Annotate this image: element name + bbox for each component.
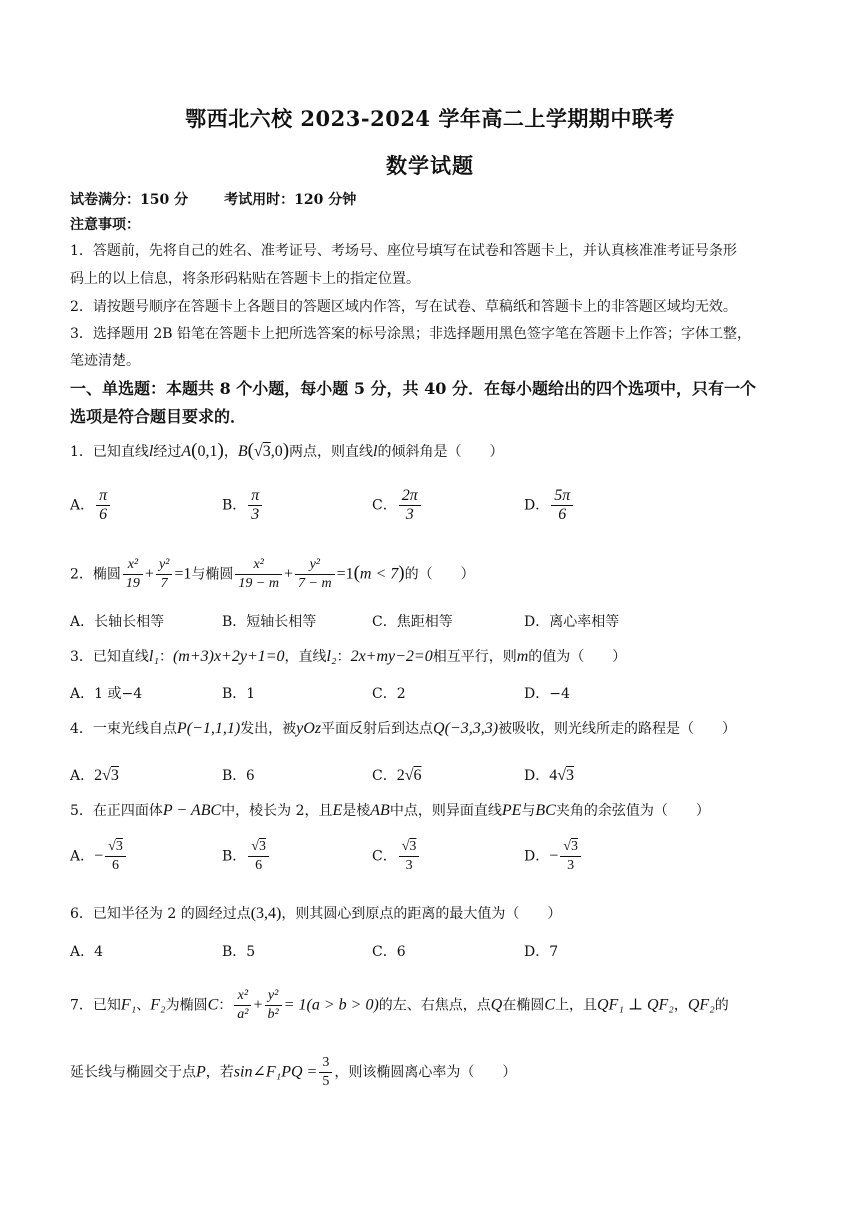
q6-option-a: A．4 [70, 944, 104, 960]
q2-option-d: D．离心率相等 [524, 614, 620, 630]
q4-option-a: A．2√3 [70, 767, 119, 784]
q5-option-b: B． $\frac{√3}{6}$ [222, 838, 271, 875]
q2-option-c: C．焦距相等 [372, 614, 453, 630]
section1-header-line1: 一、单选题：本题共 8 个小题，每小题 5 分，共 40 分．在每小题给出的四个选项中，只有一个 [70, 379, 756, 398]
exam-subtitle: 数学试题 [386, 153, 474, 178]
notice-1b: 码上的以上信息，将条形码粘贴在答题卡上的指定位置。 [70, 271, 420, 287]
q3-option-b: B．1 [222, 686, 256, 702]
q1-option-c: C． $\frac{2\pi}{3}$ [372, 487, 423, 524]
q1-option-b: B． $\frac{\pi}{3}$ [222, 487, 264, 524]
q3-option-a: A．1 或−4 [70, 686, 143, 702]
q2-option-a: A．长轴长相等 [70, 614, 165, 630]
exam-time: 考试用时：120 分钟 [224, 192, 357, 208]
exam-info [70, 189, 790, 211]
notice-title: 注意事项： [70, 217, 140, 233]
q4-option-b: B．6 [222, 767, 255, 784]
question-5-stem: 5．在正四面体P − ABC中，棱长为 2，且E是棱AB中点，则异面直线PE与BC夹角的余弦值为（ ） [70, 802, 710, 819]
question-7-stem-line2: 延长线与椭圆交于点P，若sin∠F₁PQ = $\frac{3}{5}$ ，则该椭圆离心率为（ ） [70, 1055, 517, 1089]
q4-option-d: D．4√3 [524, 767, 575, 784]
question-7-stem-line1: 7．已知F₁、F₂为椭圆C： $\frac{\text{x²}}{\text{a²}}$ + $\frac{\text{y²}}{\text{b²}}$ = 1(a > b > 0)的左、右焦点，点Q在椭圆C上，且QF₁ ⊥ QF₂，QF₂的 [70, 988, 729, 1022]
q5-option-c: C． $\frac{√3}{3}$ [372, 838, 421, 875]
q1-option-a: A． $\frac{\pi}{6}$ [70, 487, 112, 524]
q3-option-c: C．2 [372, 686, 406, 702]
q6-option-d: D．7 [524, 944, 559, 960]
question-4-stem: 4．一束光线自点P(−1,1,1)发出，被yOz平面反射后到达点Q(−3,3,3)被吸收，则光线所走的路程是（ ） [70, 720, 737, 737]
q3-option-d: D．−4 [524, 686, 570, 702]
q5-option-d: D．− $\frac{√3}{3}$ [524, 838, 583, 875]
q5-option-a: A．− $\frac{√3}{6}$ [70, 838, 128, 875]
q2-option-b: B．短轴长相等 [222, 614, 317, 630]
question-6-stem: 6．已知半径为 2 的圆经过点(3,4)，则其圆心到原点的距离的最大值为（ ） [70, 905, 562, 922]
q1-option-d: D． $\frac{5\pi}{6}$ [524, 487, 575, 524]
notice-1a: 1．答题前，先将自己的姓名、准考证号、考场号、座位号填写在试卷和答题卡上，并认真核准准考证号条形 [70, 243, 737, 259]
question-2-stem: 2．椭圆 $\frac{\text{x²}}{19}$ + $\frac{\text{y²}}{7}$ =1与椭圆 $\frac{\text{x²}}{19 - m}$ + $\frac{\text{y²}}{7 - m}$ =1(m < 7)的（ ） [70, 557, 475, 591]
question-3-stem: 3．已知直线l₁：(m+3)x+2y+1=0，直线l₂：2x+my−2=0相互平行，则m的值为（ ） [70, 648, 627, 665]
q4-option-c: C．2√6 [372, 767, 422, 784]
q6-option-c: C．6 [372, 944, 406, 960]
full-score: 试卷满分：150 分 [70, 192, 189, 208]
question-1-stem: 1．已知直线l经过A(0,1)，B(√3,0)两点，则直线l的倾斜角是（ ） [70, 440, 504, 461]
notice-3b: 笔迹清楚。 [70, 353, 140, 369]
exam-title: 鄂西北六校 2023-2024 学年高二上学期期中联考 [185, 106, 675, 131]
q6-option-b: B．5 [222, 944, 256, 960]
notice-2: 2．请按题号顺序在答题卡上各题目的答题区域内作答，写在试卷、草稿纸和答题卡上的非答题区域均无效。 [70, 299, 737, 315]
notice-3a: 3．选择题用 2B 铅笔在答题卡上把所选答案的标号涂黑；非选择题用黑色签字笔在答题卡上作答；字体工整， [70, 326, 752, 342]
section1-header-line2: 选项是符合题目要求的． [70, 407, 247, 426]
